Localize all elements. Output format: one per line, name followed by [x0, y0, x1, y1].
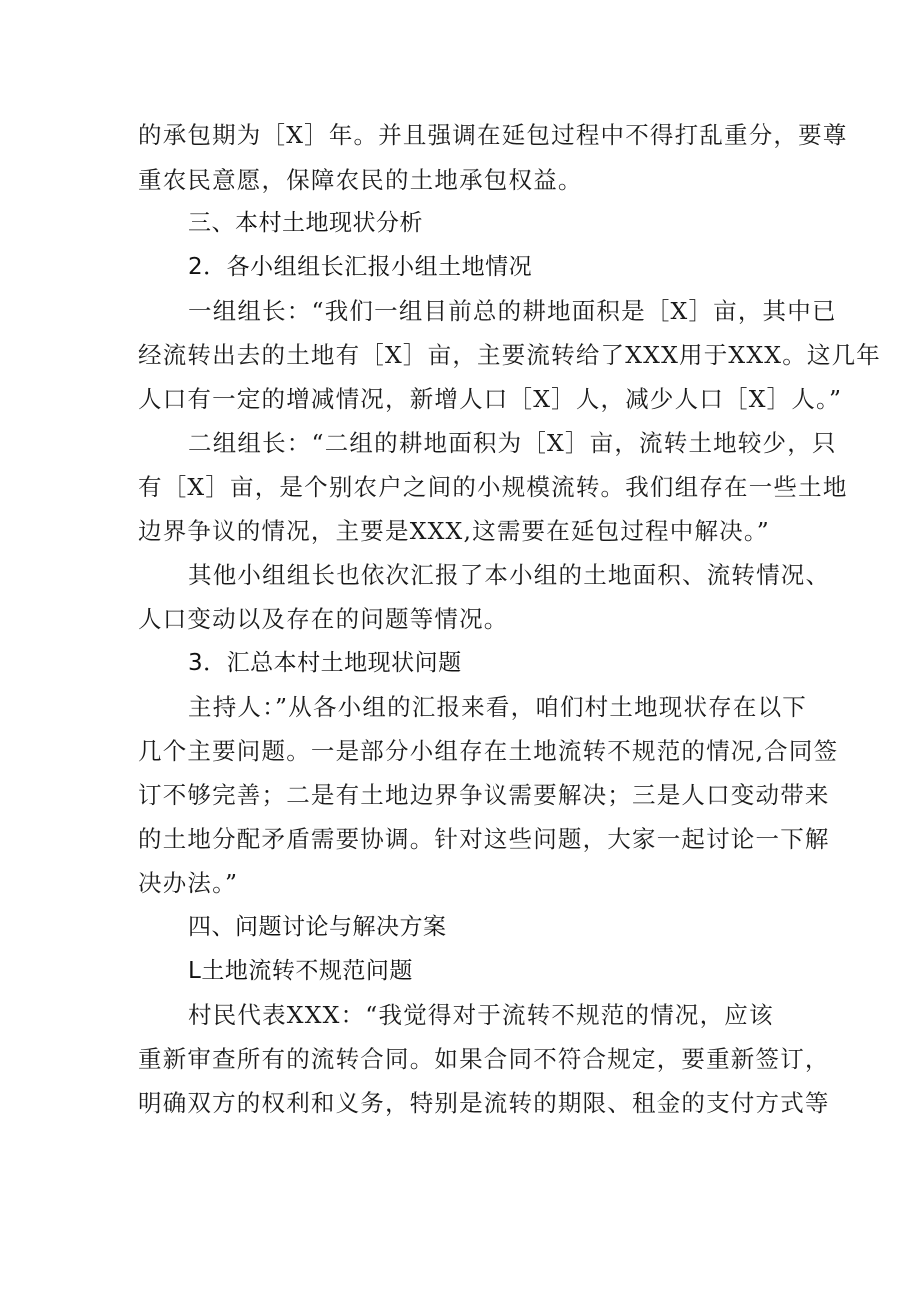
paragraph-line: 的承包期为［X］年。并且强调在延包过程中不得打乱重分，要尊: [138, 121, 848, 149]
paragraph-line: 人口变动以及存在的问题等情况。: [138, 605, 509, 633]
subsection-heading: 2．各小组组长汇报小组土地情况: [188, 254, 533, 280]
paragraph-line: 主持人：”从各小组的汇报来看，咱们村土地现状存在以下: [188, 693, 807, 721]
paragraph-line: 边界争议的情况，主要是XXX,这需要在延包过程中解决。”: [138, 517, 771, 545]
paragraph-line: 重农民意愿，保障农民的土地承包权益。: [138, 166, 583, 194]
paragraph-line: 明确双方的权利和义务，特别是流转的期限、租金的支付方式等: [138, 1089, 830, 1117]
paragraph-line: 的土地分配矛盾需要协调。针对这些问题，大家一起讨论一下解: [138, 825, 830, 853]
paragraph-line: 经流转出去的土地有［X］亩，主要流转给了XXX用于XXX。这几年: [138, 341, 882, 369]
subsection-heading: L土地流转不规范问题: [188, 958, 413, 984]
paragraph-line: 订不够完善；二是有土地边界争议需要解决；三是人口变动带来: [138, 781, 830, 809]
paragraph-line: 村民代表XXX：“我觉得对于流转不规范的情况，应该: [188, 1001, 774, 1029]
paragraph-line: 重新审查所有的流转合同。如果合同不符合规定，要重新签订，: [138, 1045, 830, 1073]
paragraph-line: 一组组长：“我们一组目前总的耕地面积是［X］亩，其中已: [188, 297, 837, 325]
paragraph-line: 二组组长：“二组的耕地面积为［X］亩，流转土地较少，只: [188, 429, 837, 457]
section-heading: 四、问题讨论与解决方案: [188, 914, 447, 940]
paragraph-line: 其他小组组长也依次汇报了本小组的土地面积、流转情况、: [188, 561, 831, 589]
paragraph-line: 决办法。”: [138, 869, 239, 897]
paragraph-line: 有［X］亩，是个别农户之间的小规模流转。我们组存在一些土地: [138, 473, 848, 501]
subsection-heading: 3．汇总本村土地现状问题: [188, 650, 462, 676]
paragraph-line: 几个主要问题。一是部分小组存在土地流转不规范的情况,合同签: [138, 737, 839, 765]
section-heading: 三、本村土地现状分析: [188, 210, 423, 236]
paragraph-line: 人口有一定的增减情况，新增人口［X］人，减少人口［X］人。”: [138, 385, 843, 413]
